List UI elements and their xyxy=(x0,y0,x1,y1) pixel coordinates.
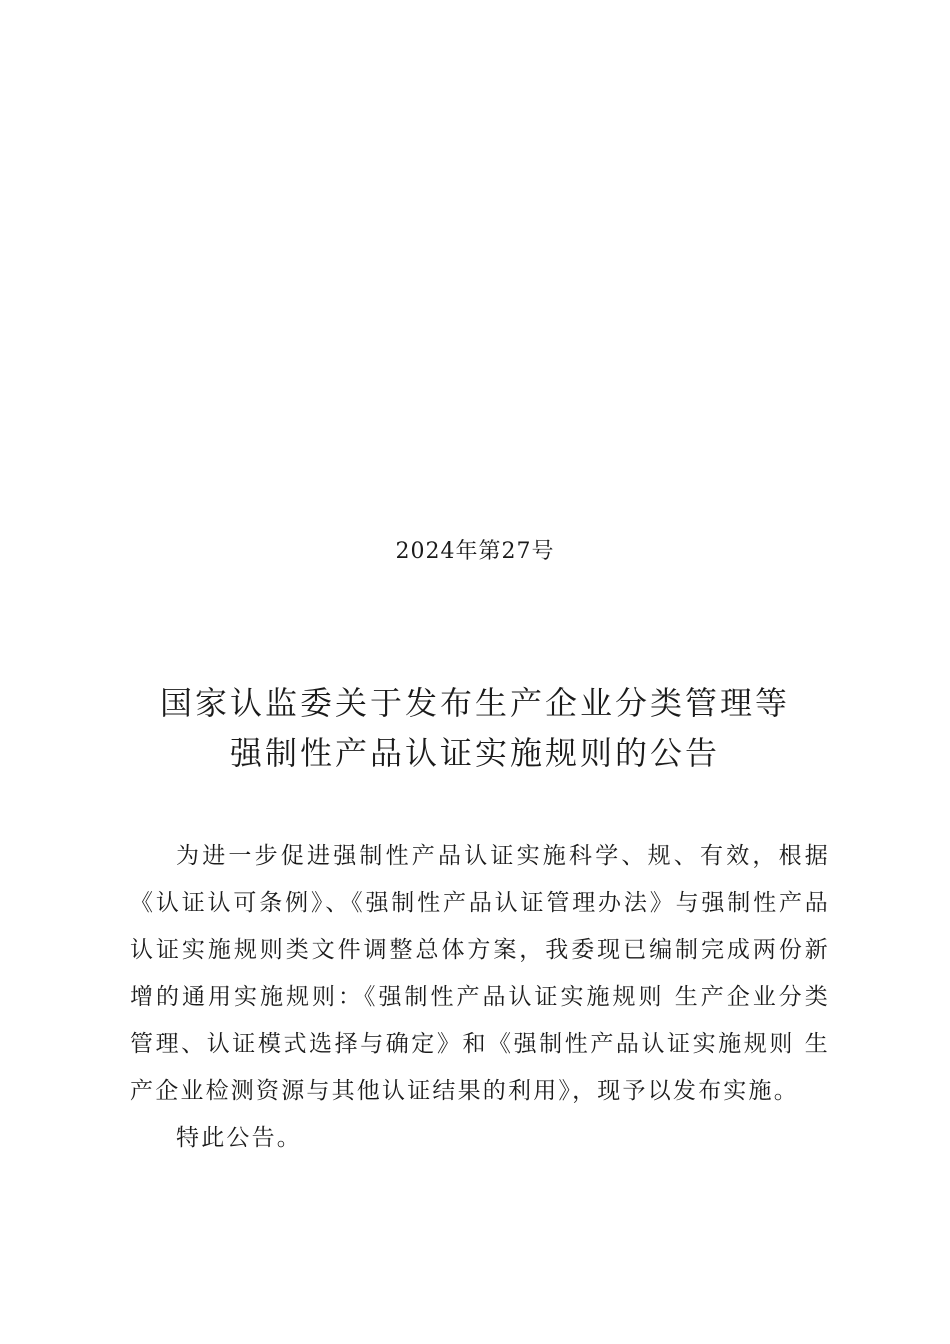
body-paragraph-1: 为进一步促进强制性产品认证实施科学、规、有效，根据《认证认可条例》、《强制性产品认证管理办法》与强制性产品认证实施规则类文件调整总体方案，我委现已编制完成两份新增的通用实施规则：《强制性产品认证实施规则 生产企业分类管理、认证模式选择与确定》和《强制性产品认证实施规则 生产企业检测资源与其他认证结果的利用》，现予以发布实施。 xyxy=(130,843,830,1104)
body-paragraph-2: 特此公告。 xyxy=(176,1125,302,1151)
document-number: 2024年第27号 xyxy=(395,539,555,564)
title-line-1: 国家认监委关于发布生产企业分类管理等 xyxy=(159,684,790,722)
title-line-2: 强制性产品认证实施规则的公告 xyxy=(229,734,720,772)
document-body xyxy=(130,833,830,1162)
document-title xyxy=(0,678,950,778)
